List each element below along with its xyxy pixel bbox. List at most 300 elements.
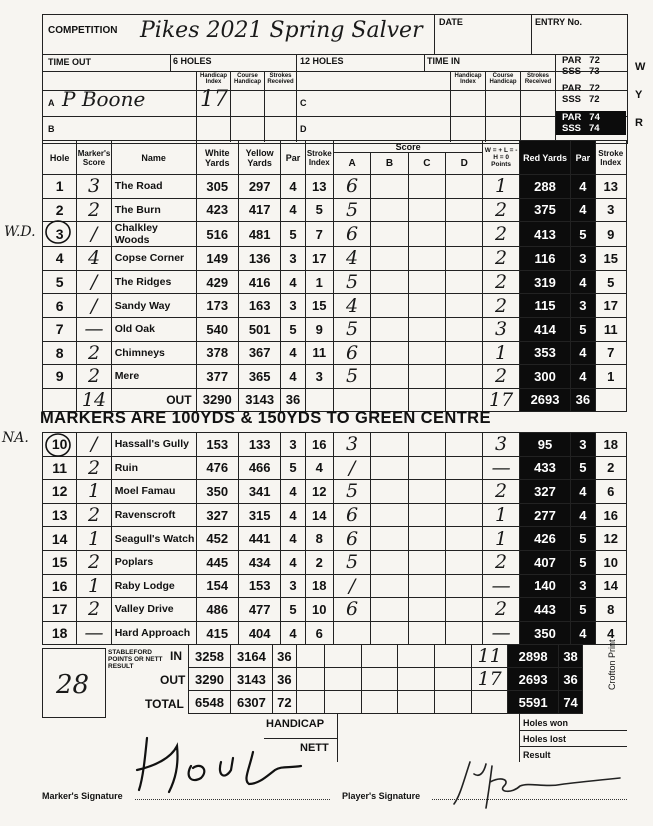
white-yards: 153 (196, 433, 238, 457)
points[interactable]: 2 (483, 365, 519, 389)
stroke-index: 8 (305, 527, 333, 551)
marker-score[interactable]: 2 (77, 456, 111, 480)
red-par: 3 (571, 247, 595, 271)
score-d[interactable] (446, 365, 483, 389)
score-d[interactable] (446, 456, 483, 480)
white-yards: 540 (196, 317, 238, 341)
hole-number: 15 (43, 550, 77, 574)
points[interactable]: 2 (483, 222, 519, 247)
markers-signature-label: Marker's Signature (42, 791, 123, 801)
hole-number: 9 (43, 365, 77, 389)
score-a[interactable]: 6 (333, 341, 370, 365)
score-a[interactable]: 6 (333, 598, 370, 622)
strokes-received-label-2: Strokes Received (524, 73, 552, 86)
points[interactable]: 1 (483, 503, 519, 527)
yellow-yards: 341 (238, 480, 280, 504)
marker-score[interactable]: 2 (77, 341, 111, 365)
score-c[interactable] (408, 365, 445, 389)
player-a-label: A (48, 98, 55, 108)
col-yellow-yards: Yellow Yards (238, 141, 280, 175)
score-c[interactable] (408, 317, 445, 341)
red-yards: 433 (519, 456, 571, 480)
red-stroke-index: 18 (595, 433, 626, 457)
hole-name: Sandy Way (111, 294, 196, 318)
hole-number: 3 (43, 222, 77, 247)
hole-name: Ravenscroft (111, 503, 196, 527)
player-a-handicap[interactable]: 17 (200, 87, 228, 112)
col-name: Name (111, 141, 196, 175)
col-par: Par (281, 141, 305, 175)
par: 4 (281, 527, 305, 551)
score-b[interactable] (371, 574, 408, 598)
score-d[interactable] (446, 341, 483, 365)
marker-score[interactable]: / (77, 270, 111, 294)
par: 5 (281, 317, 305, 341)
red-par: 3 (571, 574, 595, 598)
red-stroke-index: 9 (595, 222, 626, 247)
score-a[interactable]: 6 (333, 175, 370, 199)
red-par: 4 (571, 270, 595, 294)
par: 5 (281, 456, 305, 480)
red-yards: 300 (519, 365, 571, 389)
red-stroke-index: 15 (595, 247, 626, 271)
marker-score[interactable]: 2 (77, 198, 111, 222)
col-points: W = + L = - H = 0 Points (483, 141, 519, 175)
yellow-yards: 481 (238, 222, 280, 247)
out-marker-total[interactable]: 14 (77, 388, 111, 411)
white-yards: 516 (196, 222, 238, 247)
nett-label: NETT (300, 742, 329, 754)
score-d[interactable] (446, 222, 483, 247)
yellow-yards: 133 (238, 433, 280, 457)
score-c[interactable] (408, 198, 445, 222)
score-c[interactable] (408, 550, 445, 574)
red-stroke-index: 10 (595, 550, 626, 574)
in-white: 3258 (189, 645, 231, 668)
points[interactable]: 2 (483, 270, 519, 294)
out-total-label: OUT (160, 673, 186, 687)
hole-row-6 (43, 294, 627, 318)
yellow-yards: 434 (238, 550, 280, 574)
margin-note-wd: W.D. (4, 224, 36, 240)
red-par: 5 (571, 550, 595, 574)
score-a[interactable]: 5 (333, 550, 370, 574)
hole-number: 4 (43, 247, 77, 271)
in-par: 36 (272, 645, 296, 668)
marker-score[interactable]: 1 (77, 480, 111, 504)
out-row (43, 388, 627, 411)
score-d[interactable] (446, 198, 483, 222)
hole-number: 12 (43, 480, 77, 504)
score-b[interactable] (371, 598, 408, 622)
yellow-yards: 416 (238, 270, 280, 294)
out2-rpar: 36 (559, 668, 583, 691)
score-b[interactable] (371, 480, 408, 504)
hole-number: 2 (43, 198, 77, 222)
col-stroke-index: Stroke Index (305, 141, 333, 175)
score-c[interactable] (408, 456, 445, 480)
hole-number: 6 (43, 294, 77, 318)
white-yards: 423 (196, 198, 238, 222)
yellow-yards: 365 (238, 365, 280, 389)
points[interactable]: 3 (483, 433, 519, 457)
par: 3 (281, 433, 305, 457)
score-d[interactable] (446, 175, 483, 199)
hole-name: The Burn (111, 198, 196, 222)
hole-name: Copse Corner (111, 247, 196, 271)
score-b[interactable] (371, 175, 408, 199)
competition-value[interactable]: Pikes 2021 Spring Salver (140, 18, 423, 43)
out2-red: 2693 (508, 668, 559, 691)
red-stroke-index: 7 (595, 341, 626, 365)
red-yards: 426 (519, 527, 571, 551)
markers-note: MARKERS ARE 100YDS & 150YDS TO GREEN CENTRE (40, 409, 491, 427)
points[interactable]: 2 (483, 247, 519, 271)
hole-name: Moel Famau (111, 480, 196, 504)
red-par: 4 (571, 621, 595, 645)
out2-yellow: 3143 (230, 668, 272, 691)
stroke-index: 10 (305, 598, 333, 622)
red-stroke-index: 2 (595, 456, 626, 480)
entry-label: ENTRY No. (535, 17, 583, 27)
hole-name: The Road (111, 175, 196, 199)
score-c[interactable] (408, 480, 445, 504)
red-yards: 350 (519, 621, 571, 645)
hole-number: 8 (43, 341, 77, 365)
score-c[interactable] (408, 222, 445, 247)
score-c[interactable] (408, 175, 445, 199)
points[interactable]: 1 (483, 341, 519, 365)
col-score: Score (333, 141, 483, 153)
score-c[interactable] (408, 433, 445, 457)
red-par: 4 (571, 198, 595, 222)
yellow-yards: 417 (238, 198, 280, 222)
score-d[interactable] (446, 574, 483, 598)
out2-par: 36 (272, 668, 296, 691)
stroke-index: 2 (305, 550, 333, 574)
red-par: 4 (571, 341, 595, 365)
red-stroke-index: 6 (595, 480, 626, 504)
white-yards: 476 (196, 456, 238, 480)
hole-row-18 (43, 621, 627, 645)
red-par: 3 (571, 433, 595, 457)
hole-name: Old Oak (111, 317, 196, 341)
score-c[interactable] (408, 598, 445, 622)
score-a[interactable]: 6 (333, 503, 370, 527)
par: 3 (281, 294, 305, 318)
red-par: 4 (571, 480, 595, 504)
red-yards: 115 (519, 294, 571, 318)
player-a-name[interactable]: P Boone (62, 87, 146, 111)
score-d[interactable] (446, 598, 483, 622)
red-yards: 140 (519, 574, 571, 598)
hole-row-12 (43, 480, 627, 504)
white-yards: 327 (196, 503, 238, 527)
twelve-holes-label: 12 HOLES (300, 56, 344, 66)
header-row-1 (43, 141, 627, 153)
par: 4 (281, 365, 305, 389)
score-b[interactable] (371, 503, 408, 527)
score-c[interactable] (408, 503, 445, 527)
stroke-index: 4 (305, 456, 333, 480)
score-d[interactable] (446, 480, 483, 504)
red-stroke-index: 17 (595, 294, 626, 318)
par: 3 (281, 247, 305, 271)
score-b[interactable] (371, 456, 408, 480)
score-b[interactable] (371, 198, 408, 222)
points[interactable]: 3 (483, 317, 519, 341)
hole-row-5 (43, 270, 627, 294)
red-yards: 375 (519, 198, 571, 222)
stroke-index: 9 (305, 317, 333, 341)
score-a[interactable]: 5 (333, 365, 370, 389)
col-score-d: D (446, 153, 483, 175)
stableford-label: STABLEFORD POINTS OR NETT RESULT (108, 649, 163, 670)
hole-name: Chimneys (111, 341, 196, 365)
holes-won-label: Holes won (523, 718, 569, 728)
score-a[interactable]: 5 (333, 270, 370, 294)
out-total-row (189, 668, 627, 691)
score-c[interactable] (408, 621, 445, 645)
score-d[interactable] (446, 317, 483, 341)
yellow-yards: 163 (238, 294, 280, 318)
marker-score[interactable]: 2 (77, 365, 111, 389)
stroke-index: 17 (305, 247, 333, 271)
white-yards: 154 (196, 574, 238, 598)
score-c[interactable] (408, 294, 445, 318)
par: 5 (281, 598, 305, 622)
par-sss-yellow: PAR 72 SSS 72 (562, 83, 600, 105)
red-par: 3 (571, 294, 595, 318)
score-d[interactable] (446, 527, 483, 551)
hole-row-9 (43, 365, 627, 389)
red-yards: 277 (519, 503, 571, 527)
total-red: 5591 (508, 691, 559, 714)
marker-score[interactable]: 1 (77, 574, 111, 598)
points[interactable]: 2 (483, 198, 519, 222)
players-signature-label: Player's Signature (342, 791, 421, 801)
points[interactable]: 1 (483, 527, 519, 551)
red-stroke-index: 13 (595, 175, 626, 199)
score-d[interactable] (446, 621, 483, 645)
score-b[interactable] (371, 317, 408, 341)
red-par: 5 (571, 456, 595, 480)
marker-score[interactable]: 2 (77, 598, 111, 622)
marker-score[interactable]: 2 (77, 550, 111, 574)
par: 4 (281, 503, 305, 527)
hole-number: 5 (43, 270, 77, 294)
time-in-label: TIME IN (427, 56, 460, 66)
yellow-yards: 477 (238, 598, 280, 622)
hole-number: 11 (43, 456, 77, 480)
in-pts[interactable]: 11 (472, 645, 508, 668)
out-red: 2693 (519, 388, 571, 411)
par: 4 (281, 270, 305, 294)
hole-name: Valley Drive (111, 598, 196, 622)
marker-score[interactable]: / (77, 433, 111, 457)
markers-signature-line[interactable] (135, 799, 330, 800)
total-row (189, 691, 627, 714)
stroke-index: 16 (305, 433, 333, 457)
score-d[interactable] (446, 433, 483, 457)
handicap-index-label: Handicap Index (199, 73, 227, 86)
score-d[interactable] (446, 550, 483, 574)
marker-score[interactable]: — (77, 621, 111, 645)
par: 4 (281, 621, 305, 645)
marker-score[interactable]: / (77, 222, 111, 247)
red-yards: 414 (519, 317, 571, 341)
points[interactable]: — (483, 456, 519, 480)
red-par: 5 (571, 317, 595, 341)
col-markers-score: Marker's Score (77, 141, 111, 175)
score-d[interactable] (446, 503, 483, 527)
hole-name: Mere (111, 365, 196, 389)
out-pts-total[interactable]: 17 (483, 388, 519, 411)
red-par: 5 (571, 527, 595, 551)
stableford-value[interactable]: 28 (56, 670, 90, 700)
hole-row-17 (43, 598, 627, 622)
yellow-yards: 315 (238, 503, 280, 527)
points[interactable]: 2 (483, 480, 519, 504)
white-yards: 377 (196, 365, 238, 389)
red-par: 4 (571, 365, 595, 389)
six-holes-label: 6 HOLES (173, 56, 212, 66)
red-yards: 353 (519, 341, 571, 365)
score-b[interactable] (371, 433, 408, 457)
out-par: 36 (281, 388, 305, 411)
hole-row-10 (43, 433, 627, 457)
hole-row-15 (43, 550, 627, 574)
back-nine-table (42, 432, 627, 645)
points[interactable]: 2 (483, 550, 519, 574)
hole-row-8 (43, 341, 627, 365)
red-stroke-index: 5 (595, 270, 626, 294)
marker-score[interactable]: 3 (77, 175, 111, 199)
score-a[interactable]: 6 (333, 222, 370, 247)
red-par: 5 (571, 598, 595, 622)
red-yards: 116 (519, 247, 571, 271)
marker-score[interactable]: 4 (77, 247, 111, 271)
score-a[interactable]: 4 (333, 247, 370, 271)
out-yellow: 3143 (238, 388, 280, 411)
white-yards: 445 (196, 550, 238, 574)
col-score-b: B (371, 153, 408, 175)
points[interactable]: 2 (483, 598, 519, 622)
player-c-label: C (300, 98, 307, 108)
out2-pts[interactable]: 17 (472, 668, 508, 691)
score-b[interactable] (371, 621, 408, 645)
score-a[interactable]: / (333, 574, 370, 598)
par: 4 (281, 480, 305, 504)
red-yards: 413 (519, 222, 571, 247)
score-b[interactable] (371, 222, 408, 247)
printer-credit: Crofton Print (607, 639, 617, 690)
marker-score[interactable]: 2 (77, 503, 111, 527)
stroke-index: 1 (305, 270, 333, 294)
stroke-index: 5 (305, 198, 333, 222)
score-b[interactable] (371, 341, 408, 365)
yellow-yards: 501 (238, 317, 280, 341)
red-yards: 443 (519, 598, 571, 622)
stroke-index: 18 (305, 574, 333, 598)
score-c[interactable] (408, 527, 445, 551)
red-par: 4 (571, 503, 595, 527)
score-a[interactable]: 3 (333, 433, 370, 457)
score-c[interactable] (408, 341, 445, 365)
markers-signature-scribble (125, 718, 325, 798)
score-d[interactable] (446, 270, 483, 294)
holes-lost-label: Holes lost (523, 734, 567, 744)
points[interactable]: — (483, 574, 519, 598)
score-a[interactable]: 5 (333, 317, 370, 341)
red-yards: 319 (519, 270, 571, 294)
score-a[interactable]: 4 (333, 294, 370, 318)
col-score-c: C (408, 153, 445, 175)
red-stroke-index: 3 (595, 198, 626, 222)
white-yards: 305 (196, 175, 238, 199)
score-c[interactable] (408, 247, 445, 271)
hole-number: 14 (43, 527, 77, 551)
stroke-index: 6 (305, 621, 333, 645)
score-b[interactable] (371, 527, 408, 551)
score-a[interactable]: 6 (333, 527, 370, 551)
in-rpar: 38 (559, 645, 583, 668)
score-c[interactable] (408, 574, 445, 598)
score-a[interactable] (333, 621, 370, 645)
score-b[interactable] (371, 270, 408, 294)
points[interactable]: — (483, 621, 519, 645)
score-b[interactable] (371, 294, 408, 318)
white-yards: 486 (196, 598, 238, 622)
date-label: DATE (439, 17, 463, 27)
points[interactable]: 2 (483, 294, 519, 318)
score-d[interactable] (446, 294, 483, 318)
score-b[interactable] (371, 247, 408, 271)
stroke-index: 13 (305, 175, 333, 199)
yellow-yards: 466 (238, 456, 280, 480)
white-yards: 415 (196, 621, 238, 645)
course-handicap-label-2: Course Handicap (489, 73, 517, 86)
score-a[interactable]: / (333, 456, 370, 480)
in-yellow: 3164 (230, 645, 272, 668)
totals-table (188, 644, 627, 714)
red-stroke-index: 16 (595, 503, 626, 527)
red-stroke-index: 1 (595, 365, 626, 389)
points[interactable]: 1 (483, 175, 519, 199)
hole-name: Ruin (111, 456, 196, 480)
score-a[interactable]: 5 (333, 480, 370, 504)
score-a[interactable]: 5 (333, 198, 370, 222)
marker-score[interactable]: — (77, 317, 111, 341)
hole-name: The Ridges (111, 270, 196, 294)
marker-score[interactable]: 1 (77, 527, 111, 551)
in-row (189, 645, 627, 668)
stroke-index: 11 (305, 341, 333, 365)
hole-number: 13 (43, 503, 77, 527)
stroke-index: 12 (305, 480, 333, 504)
out-white: 3290 (196, 388, 238, 411)
par: 4 (281, 341, 305, 365)
marker-score[interactable]: / (77, 294, 111, 318)
score-b[interactable] (371, 365, 408, 389)
hole-name: Chalkley Woods (111, 222, 196, 247)
tee-white-letter: W (635, 61, 646, 73)
strokes-received-label: Strokes Received (267, 73, 294, 86)
stroke-index: 15 (305, 294, 333, 318)
score-c[interactable] (408, 270, 445, 294)
score-b[interactable] (371, 550, 408, 574)
score-d[interactable] (446, 247, 483, 271)
